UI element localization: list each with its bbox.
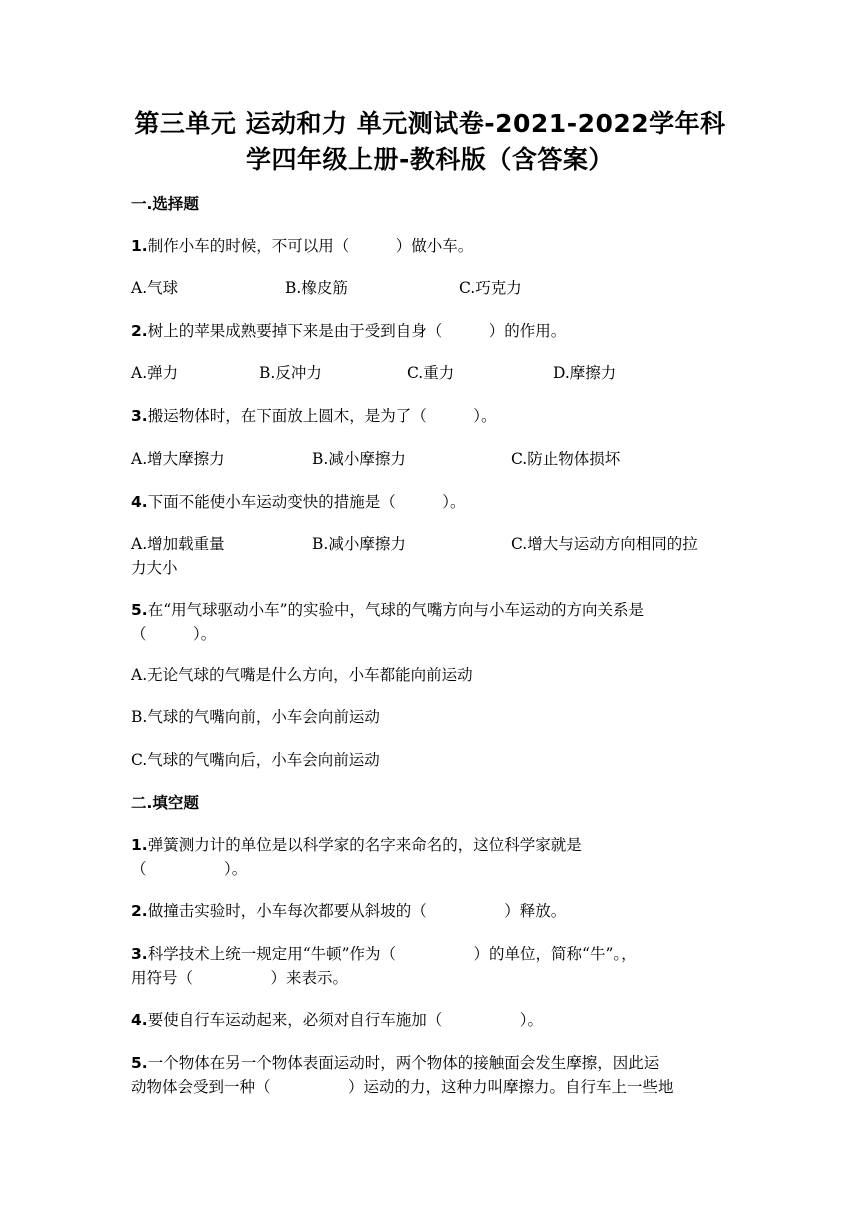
fill-question-2 — [131, 898, 731, 925]
question-text: 搬运物体时，在下面放上圆木，是为了（ ）。 — [147, 407, 497, 425]
question-5-option-a: A.无论气球的气嘴是什么方向，小车都能向前运动 — [131, 666, 473, 684]
question-text: 弹簧测力计的单位是以科学家的名字来命名的，这位科学家就是 — [147, 836, 582, 854]
fill-question-1 — [131, 832, 731, 859]
question-5-option-c: C.气球的气嘴向后，小车会向前运动 — [131, 751, 380, 769]
question-text: 做撞击实验时，小车每次都要从斜坡的（ ）释放。 — [147, 902, 567, 920]
question-number: 4. — [131, 493, 148, 511]
option-b: B.橡皮筋 — [285, 279, 348, 297]
section-heading-choice: 一.选择题 — [131, 195, 199, 213]
option-b: B.减小摩擦力 — [312, 450, 406, 468]
option-d: D.摩擦力 — [553, 364, 617, 382]
question-text: 一个物体在另一个物体表面运动时，两个物体的接触面会发生摩擦，因此运 — [147, 1054, 660, 1072]
option-c: C.防止物体损坏 — [511, 450, 621, 468]
section-heading-fill: 二.填空题 — [131, 794, 199, 812]
question-number: 5. — [131, 601, 148, 619]
question-text: 下面不能使小车运动变快的措施是（ ）。 — [147, 493, 466, 511]
fill-question-3-cont: 用符号（ ）来表示。 — [131, 969, 349, 987]
fill-question-4 — [131, 1007, 731, 1034]
question-text: 要使自行车运动起来，必须对自行车施加（ ）。 — [147, 1011, 543, 1029]
question-number: 2. — [131, 322, 148, 340]
option-c: C.增大与运动方向相同的拉 — [511, 535, 698, 553]
fill-question-5-cont: 动物体会受到一种（ ）运动的力，这种力叫摩擦力。自行车上一些地 — [131, 1078, 674, 1096]
page-title — [110, 106, 750, 178]
question-5-option-b: B.气球的气嘴向前，小车会向前运动 — [131, 708, 380, 726]
question-number: 1. — [131, 237, 148, 255]
title-line-2: 学四年级上册-教科版（含答案） — [246, 145, 614, 174]
question-number: 2. — [131, 902, 148, 920]
option-a: A.气球 — [131, 279, 179, 297]
question-number: 3. — [131, 945, 148, 963]
fill-question-3 — [131, 941, 731, 968]
question-1 — [131, 233, 731, 260]
question-text: 在“用气球驱动小车”的实验中，气球的气嘴方向与小车运动的方向关系是 — [147, 601, 645, 619]
question-text: 树上的苹果成熟要掉下来是由于受到自身（ ）的作用。 — [147, 322, 567, 340]
option-c: C.重力 — [407, 364, 455, 382]
question-number: 5. — [131, 1054, 148, 1072]
option-a: A.增大摩擦力 — [131, 450, 225, 468]
question-number: 1. — [131, 836, 148, 854]
option-a: A.增加载重量 — [131, 535, 225, 553]
option-b: B.反冲力 — [259, 364, 322, 382]
fill-question-5 — [131, 1050, 731, 1077]
question-number: 3. — [131, 407, 148, 425]
question-3 — [131, 403, 731, 430]
fill-question-1-cont: （ ）。 — [131, 860, 248, 878]
question-4 — [131, 489, 731, 516]
question-4-option-c-continued: 力大小 — [131, 559, 178, 577]
question-5-text-cont: （ ）。 — [131, 625, 217, 643]
question-5 — [131, 597, 731, 624]
option-a: A.弹力 — [131, 364, 179, 382]
question-text: 制作小车的时候，不可以用（ ）做小车。 — [147, 237, 474, 255]
question-2 — [131, 318, 731, 345]
question-text: 科学技术上统一规定用“牛顿”作为（ ）的单位，简称“牛”。， — [147, 945, 637, 963]
question-number: 4. — [131, 1011, 148, 1029]
option-b: B.减小摩擦力 — [312, 535, 406, 553]
title-line-1: 第三单元 运动和力 单元测试卷-2021-2022学年科 — [134, 109, 726, 138]
option-c: C.巧克力 — [459, 279, 522, 297]
